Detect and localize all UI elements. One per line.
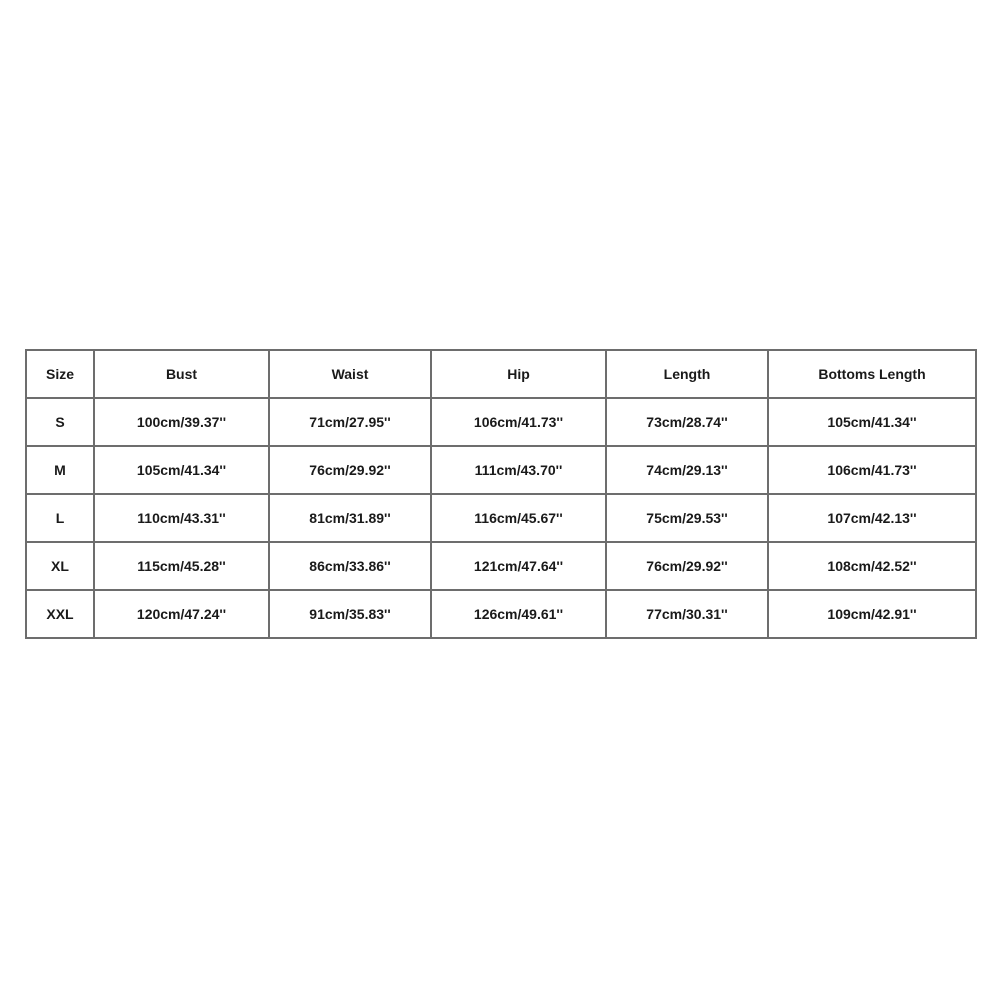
cell-bust: 105cm/41.34'' [94, 446, 269, 494]
table-row [26, 398, 976, 446]
cell-waist: 86cm/33.86'' [269, 542, 431, 590]
cell-bottoms-length: 106cm/41.73'' [768, 446, 976, 494]
cell-hip: 111cm/43.70'' [431, 446, 606, 494]
cell-length: 74cm/29.13'' [606, 446, 768, 494]
header-length: Length [606, 350, 768, 398]
header-hip: Hip [431, 350, 606, 398]
cell-hip: 126cm/49.61'' [431, 590, 606, 638]
cell-length: 75cm/29.53'' [606, 494, 768, 542]
cell-waist: 71cm/27.95'' [269, 398, 431, 446]
header-bust: Bust [94, 350, 269, 398]
cell-size: S [26, 398, 94, 446]
table-row [26, 446, 976, 494]
cell-bust: 120cm/47.24'' [94, 590, 269, 638]
cell-bottoms-length: 105cm/41.34'' [768, 398, 976, 446]
cell-size: XL [26, 542, 94, 590]
table-row [26, 542, 976, 590]
cell-bottoms-length: 107cm/42.13'' [768, 494, 976, 542]
cell-size: L [26, 494, 94, 542]
table-header-row [26, 350, 976, 398]
cell-hip: 121cm/47.64'' [431, 542, 606, 590]
header-bottoms-length: Bottoms Length [768, 350, 976, 398]
cell-length: 77cm/30.31'' [606, 590, 768, 638]
cell-hip: 116cm/45.67'' [431, 494, 606, 542]
cell-hip: 106cm/41.73'' [431, 398, 606, 446]
cell-size: XXL [26, 590, 94, 638]
cell-bottoms-length: 109cm/42.91'' [768, 590, 976, 638]
cell-size: M [26, 446, 94, 494]
cell-bust: 115cm/45.28'' [94, 542, 269, 590]
header-waist: Waist [269, 350, 431, 398]
size-chart-table [25, 349, 977, 639]
cell-length: 73cm/28.74'' [606, 398, 768, 446]
cell-waist: 81cm/31.89'' [269, 494, 431, 542]
cell-bottoms-length: 108cm/42.52'' [768, 542, 976, 590]
cell-bust: 110cm/43.31'' [94, 494, 269, 542]
cell-length: 76cm/29.92'' [606, 542, 768, 590]
header-size: Size [26, 350, 94, 398]
table-row [26, 494, 976, 542]
cell-waist: 76cm/29.92'' [269, 446, 431, 494]
table-row [26, 590, 976, 638]
cell-bust: 100cm/39.37'' [94, 398, 269, 446]
cell-waist: 91cm/35.83'' [269, 590, 431, 638]
